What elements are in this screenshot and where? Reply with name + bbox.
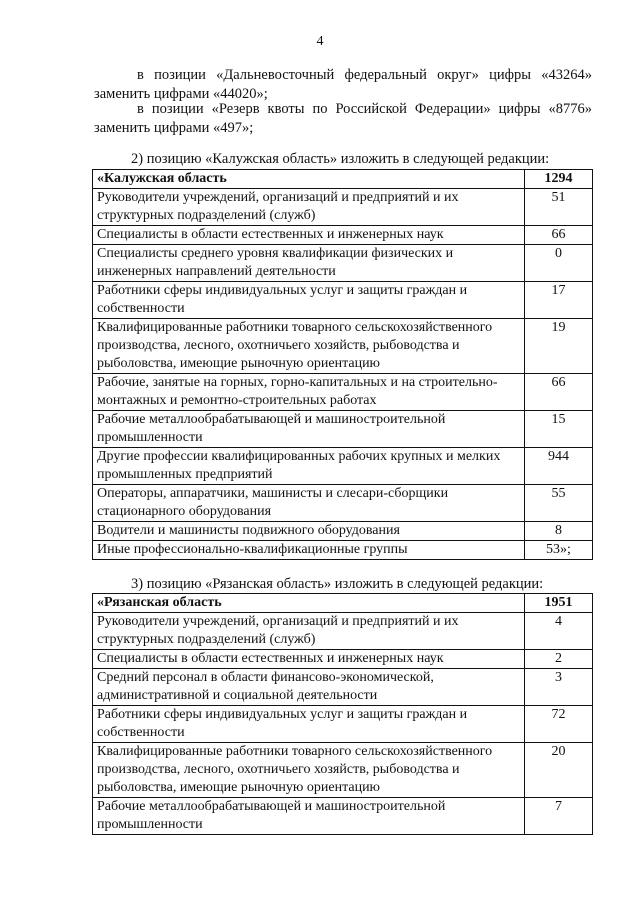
- table-row: [93, 448, 593, 485]
- paragraph-line: в позиции «Резерв квоты по Российской Федерации» цифры «8776»: [137, 101, 592, 117]
- table-row: [93, 669, 593, 706]
- table-row: [93, 743, 593, 798]
- quota-value: 0: [525, 245, 593, 282]
- occupation-group: Руководители учреждений, организаций и предприятий и их структурных подразделений (служб): [93, 613, 525, 650]
- paragraph-line: заменить цифрами «497»;: [94, 120, 254, 136]
- section2-intro: 2) позицию «Калужская область» изложить в следующей редакции:: [131, 151, 550, 167]
- occupation-group: Работники сферы индивидуальных услуг и защиты граждан и собственности: [93, 282, 525, 319]
- occupation-group: Водители и машинисты подвижного оборудования: [93, 522, 525, 541]
- occupation-group: Операторы, аппаратчики, машинисты и слесари-сборщики стационарного оборудования: [93, 485, 525, 522]
- paragraph-reserve-quota: [94, 100, 592, 138]
- region-total: 1951: [525, 594, 593, 613]
- quota-value: 51: [525, 189, 593, 226]
- table-row: [93, 798, 593, 835]
- paragraph-line: заменить цифрами «44020»;: [94, 86, 268, 102]
- occupation-group: Руководители учреждений, организаций и предприятий и их структурных подразделений (служб): [93, 189, 525, 226]
- occupation-group: Рабочие, занятые на горных, горно-капитальных и на строительно-монтажных и ремонтно-строительных работах: [93, 374, 525, 411]
- occupation-group: Квалифицированные работники товарного сельскохозяйственного производства, лесного, охотничьего хозяйств, рыбоводства и рыболовства, имеющие рыночную ориентацию: [93, 319, 525, 374]
- occupation-group: Работники сферы индивидуальных услуг и защиты граждан и собственности: [93, 706, 525, 743]
- paragraph-far-east: [94, 66, 592, 104]
- quota-value: 3: [525, 669, 593, 706]
- table-row: [93, 522, 593, 541]
- table-row: [93, 245, 593, 282]
- quota-value: 66: [525, 226, 593, 245]
- occupation-group: Другие профессии квалифицированных рабочих крупных и мелких промышленных предприятий: [93, 448, 525, 485]
- table-row: [93, 282, 593, 319]
- table-row: [93, 226, 593, 245]
- quota-value: 7: [525, 798, 593, 835]
- kaluga-table: [92, 169, 593, 560]
- table-header-row: [93, 594, 593, 613]
- quota-value: 4: [525, 613, 593, 650]
- region-name: «Рязанская область: [93, 594, 525, 613]
- table-row: [93, 706, 593, 743]
- occupation-group: Средний персонал в области финансово-экономической, административной и социальной деятельности: [93, 669, 525, 706]
- table-row: [93, 319, 593, 374]
- occupation-group: Специалисты среднего уровня квалификации физических и инженерных направлений деятельности: [93, 245, 525, 282]
- region-name: «Калужская область: [93, 170, 525, 189]
- quota-value: 19: [525, 319, 593, 374]
- quota-value: 8: [525, 522, 593, 541]
- quota-value: 66: [525, 374, 593, 411]
- quota-value: 72: [525, 706, 593, 743]
- occupation-group: Специалисты в области естественных и инженерных наук: [93, 650, 525, 669]
- quota-value: 2: [525, 650, 593, 669]
- table-row: [93, 374, 593, 411]
- table-header-row: [93, 170, 593, 189]
- paragraph-line: в позиции «Дальневосточный федеральный округ» цифры «43264»: [137, 67, 592, 83]
- quota-value: 53»;: [525, 541, 593, 560]
- table-row: [93, 411, 593, 448]
- occupation-group: Рабочие металлообрабатывающей и машиностроительной промышленности: [93, 411, 525, 448]
- quota-value: 17: [525, 282, 593, 319]
- occupation-group: Квалифицированные работники товарного сельскохозяйственного производства, лесного, охотничьего хозяйств, рыбоводства и рыболовства, имеющие рыночную ориентацию: [93, 743, 525, 798]
- occupation-group: Рабочие металлообрабатывающей и машиностроительной промышленности: [93, 798, 525, 835]
- quota-value: 55: [525, 485, 593, 522]
- section3-intro: 3) позицию «Рязанская область» изложить в следующей редакции:: [131, 576, 544, 592]
- page-number: 4: [316, 34, 324, 49]
- table-row: [93, 541, 593, 560]
- quota-value: 944: [525, 448, 593, 485]
- table-row: [93, 189, 593, 226]
- occupation-group: Иные профессионально-квалификационные группы: [93, 541, 525, 560]
- quota-value: 20: [525, 743, 593, 798]
- table-row: [93, 485, 593, 522]
- occupation-group: Специалисты в области естественных и инженерных наук: [93, 226, 525, 245]
- region-total: 1294: [525, 170, 593, 189]
- table-row: [93, 650, 593, 669]
- quota-value: 15: [525, 411, 593, 448]
- ryazan-table: [92, 593, 593, 835]
- table-row: [93, 613, 593, 650]
